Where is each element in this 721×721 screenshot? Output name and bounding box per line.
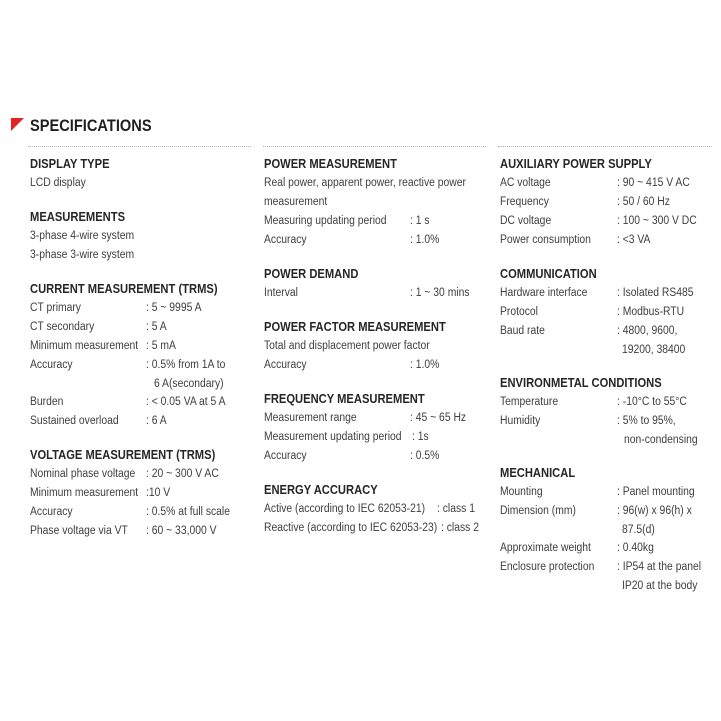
spec-row — [30, 522, 255, 541]
spec-value: : 60 ~ 33,000 V — [146, 525, 217, 537]
spec-value: : 5 A — [146, 321, 167, 333]
spec-value: : 0.5% from 1A to — [146, 359, 226, 371]
voltage-measurement-title: VOLTAGE MEASUREMENT (TRMS) — [30, 447, 216, 462]
spec-label: Accuracy — [30, 359, 73, 371]
spec-row — [500, 193, 715, 212]
spec-label: Power consumption — [500, 234, 591, 246]
spec-value: : 0.5% at full scale — [146, 506, 230, 518]
spec-row — [264, 409, 492, 428]
spec-value: : 1 s — [410, 215, 430, 227]
spec-label: Humidity — [500, 415, 541, 427]
spec-row — [30, 412, 255, 431]
spec-value: : 100 ~ 300 V DC — [617, 215, 697, 227]
spec-row — [500, 322, 715, 341]
spec-value: : 1.0% — [410, 359, 440, 371]
spec-label: DC voltage — [500, 215, 552, 227]
auxiliary-power-title: AUXILIARY POWER SUPPLY — [500, 156, 652, 171]
spec-value: : Modbus-RTU — [617, 306, 685, 318]
spec-value: : -10°C to 55°C — [617, 396, 687, 408]
spec-value-continuation: IP20 at the body — [622, 580, 698, 592]
red-triangle-icon — [11, 118, 24, 131]
spec-label: Phase voltage via VT — [30, 525, 128, 537]
spec-value-continuation: non-condensing — [624, 434, 698, 446]
spec-row — [264, 519, 492, 538]
spec-value: : Isolated RS485 — [617, 287, 694, 299]
spec-row — [264, 284, 492, 303]
spec-value-continuation: 19200, 38400 — [622, 344, 686, 356]
power-measurement-section — [264, 154, 492, 250]
spec-row — [500, 483, 715, 502]
spec-row — [264, 500, 492, 519]
spec-value: : 96(w) x 96(h) x — [617, 505, 692, 517]
spec-label: Mounting — [500, 486, 543, 498]
spec-row — [264, 428, 492, 447]
spec-label: Nominal phase voltage — [30, 468, 136, 480]
spec-row — [500, 212, 715, 231]
spec-value: : 5% to 95%, — [617, 415, 676, 427]
spec-label: Reactive (according to IEC 62053-23) — [264, 522, 438, 534]
spec-label: Interval — [264, 287, 298, 299]
power-measurement-line: measurement — [264, 196, 328, 208]
spec-label: Accuracy — [30, 506, 73, 518]
spec-label: Baud rate — [500, 325, 545, 337]
spec-value: : < 0.05 VA at 5 A — [146, 396, 226, 408]
spec-value: : 20 ~ 300 V AC — [146, 468, 219, 480]
spec-label: Approximate weight — [500, 542, 591, 554]
communication-title: COMMUNICATION — [500, 266, 597, 281]
spec-label: Accuracy — [264, 359, 307, 371]
spec-row — [500, 558, 715, 577]
power-factor-title: POWER FACTOR MEASUREMENT — [264, 319, 446, 334]
measurements-line: 3-phase 3-wire system — [30, 249, 135, 261]
current-measurement-title: CURRENT MEASUREMENT (TRMS) — [30, 281, 218, 296]
column-3 — [500, 154, 715, 609]
measurements-section — [30, 207, 255, 265]
spec-row-continuation — [500, 341, 715, 359]
spec-row-continuation — [500, 521, 715, 539]
spec-label: Minimum measurement — [30, 340, 139, 352]
spec-row — [500, 502, 715, 521]
current-measurement-section — [30, 279, 255, 431]
spec-row — [30, 318, 255, 337]
spec-row — [264, 231, 492, 250]
spec-label: AC voltage — [500, 177, 551, 189]
frequency-measurement-title: FREQUENCY MEASUREMENT — [264, 391, 425, 406]
communication-section — [500, 264, 715, 359]
power-factor-section — [264, 317, 492, 375]
spec-row — [264, 356, 492, 375]
spec-value: : 0.5% — [410, 450, 440, 462]
spec-row — [500, 393, 715, 412]
spec-value: : class 2 — [441, 522, 479, 534]
power-demand-section — [264, 264, 492, 303]
spec-value: : 50 / 60 Hz — [617, 196, 670, 208]
spec-row — [500, 412, 715, 431]
spec-label: CT secondary — [30, 321, 95, 333]
spec-label: Temperature — [500, 396, 559, 408]
column-1 — [30, 154, 255, 555]
voltage-measurement-section — [30, 445, 255, 541]
spec-row — [30, 465, 255, 484]
spec-row-continuation — [500, 431, 715, 449]
energy-accuracy-section — [264, 480, 492, 538]
spec-value: : 6 A — [146, 415, 167, 427]
spec-value: : 4800, 9600, — [617, 325, 678, 337]
spec-row — [30, 484, 255, 503]
spec-label: Measurement range — [264, 412, 357, 424]
mechanical-title: MECHANICAL — [500, 465, 576, 480]
spec-label: Protocol — [500, 306, 538, 318]
spec-value: : 1 ~ 30 mins — [410, 287, 470, 299]
power-demand-title: POWER DEMAND — [264, 266, 359, 281]
spec-value: : Panel mounting — [617, 486, 695, 498]
measurements-line: 3-phase 4-wire system — [30, 230, 135, 242]
power-measurement-line: Real power, apparent power, reactive power — [264, 177, 466, 189]
spec-value: : 45 ~ 65 Hz — [410, 412, 467, 424]
spec-label: CT primary — [30, 302, 81, 314]
spec-value: : 5 mA — [146, 340, 176, 352]
spec-value: : class 1 — [437, 503, 475, 515]
spec-label: Sustained overload — [30, 415, 119, 427]
spec-row — [30, 503, 255, 522]
spec-value-continuation: 6 A(secondary) — [154, 378, 224, 390]
spec-label: Accuracy — [264, 234, 307, 246]
spec-row — [500, 539, 715, 558]
spec-value: :10 V — [146, 487, 171, 499]
spec-value: : 90 ~ 415 V AC — [617, 177, 690, 189]
spec-value: : <3 VA — [617, 234, 651, 246]
spec-row-continuation — [30, 375, 255, 393]
column-3-divider — [498, 146, 712, 148]
display-type-title: DISPLAY TYPE — [30, 156, 110, 171]
frequency-measurement-section — [264, 389, 492, 466]
spec-row — [500, 284, 715, 303]
column-2 — [264, 154, 492, 552]
page-title: SPECIFICATIONS — [30, 116, 152, 135]
spec-row-continuation — [500, 577, 715, 595]
spec-row — [30, 299, 255, 318]
spec-label: Minimum measurement — [30, 487, 139, 499]
energy-accuracy-title: ENERGY ACCURACY — [264, 482, 378, 497]
spec-label: Active (according to IEC 62053-21) — [264, 503, 426, 515]
spec-row — [500, 231, 715, 250]
auxiliary-power-section — [500, 154, 715, 250]
spec-label: Burden — [30, 396, 64, 408]
spec-row — [30, 356, 255, 375]
spec-label: Frequency — [500, 196, 549, 208]
spec-row — [264, 447, 492, 466]
spec-label: Hardware interface — [500, 287, 588, 299]
spec-label: Dimension (mm) — [500, 505, 576, 517]
spec-value: : IP54 at the panel — [617, 561, 702, 573]
power-measurement-title: POWER MEASUREMENT — [264, 156, 397, 171]
spec-label: Enclosure protection — [500, 561, 595, 573]
spec-value: : 0.40kg — [617, 542, 654, 554]
mechanical-section — [500, 463, 715, 595]
spec-row — [500, 303, 715, 322]
display-type-line: LCD display — [30, 177, 86, 189]
spec-label: Accuracy — [264, 450, 307, 462]
environmental-conditions-section — [500, 373, 715, 449]
spec-row — [264, 212, 492, 231]
spec-value: : 5 ~ 9995 A — [146, 302, 202, 314]
spec-row — [30, 337, 255, 356]
spec-row — [500, 174, 715, 193]
spec-label: Measurement updating period — [264, 431, 402, 443]
spec-value: : 1s — [412, 431, 429, 443]
column-2-divider — [263, 146, 486, 148]
spec-row — [30, 393, 255, 412]
spec-value: : 1.0% — [410, 234, 440, 246]
environmental-conditions-title: ENVIRONMETAL CONDITIONS — [500, 375, 662, 390]
spec-label: Measuring updating period — [264, 215, 387, 227]
spec-value-continuation: 87.5(d) — [622, 524, 655, 536]
power-factor-line: Total and displacement power factor — [264, 340, 430, 352]
measurements-title: MEASUREMENTS — [30, 209, 126, 224]
column-1-divider — [28, 146, 251, 148]
display-type-section — [30, 154, 255, 193]
